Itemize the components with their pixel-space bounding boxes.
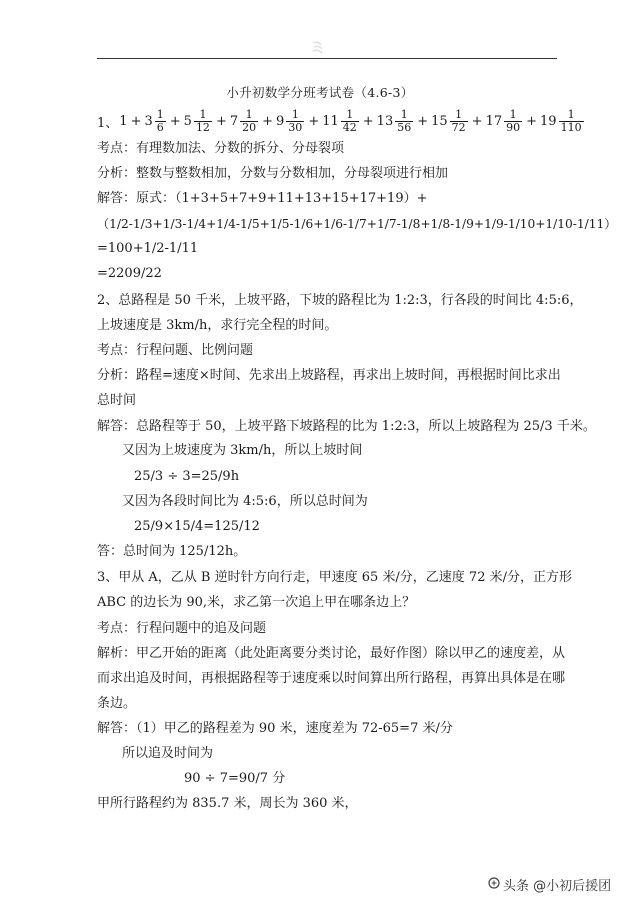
mixed-number-whole: 9 [276, 113, 285, 129]
q2-jieda-line5: 25/9×15/4=125/12 [134, 519, 260, 534]
mixed-number-whole: 3 [144, 113, 153, 129]
q3-jieda-line1: 解答：（1）甲乙的路程差为 90 米，速度差为 72-65=7 米/分 [97, 721, 453, 736]
fraction [286, 109, 304, 134]
fraction-numerator: 1 [199, 107, 207, 121]
plus-sign: + [215, 113, 227, 129]
q2-fenxi-line1: 分析：路程=速度×时间、先求出上坡路程，再求出上坡时间，再根据时间比求出 [97, 368, 561, 383]
page-title: 小升初数学分班考试卷（4.6-3） [226, 85, 414, 100]
mixed-number-whole: 17 [485, 113, 503, 129]
fraction-numerator: 1 [400, 107, 408, 121]
q3-kaodian: 考点：行程问题中的追及问题 [97, 621, 267, 636]
q2-jieda-line2: 又因为上坡速度为 3km/h，所以上坡时间 [122, 443, 363, 458]
q1-number: 1、 [97, 115, 119, 131]
mixed-number-whole: 5 [183, 113, 192, 129]
plus-sign: + [308, 113, 320, 129]
fraction-denominator: 90 [506, 120, 521, 134]
fraction [240, 109, 258, 134]
fraction-denominator: 30 [288, 120, 303, 134]
q2-fenxi-line2: 总时间 [97, 393, 137, 408]
q2-answer: 答：总时间为 125/12h。 [97, 544, 247, 559]
q2-jieda-line1: 解答：总路程等于 50，上坡平路下坡路程的比为 1:2:3，所以上坡路程为 25/3 千米。 [97, 419, 596, 434]
plus-sign: + [417, 113, 429, 129]
q2-jieda-line4: 又因为各段时间比为 4:5:6，所以总时间为 [122, 494, 368, 509]
fraction [504, 109, 522, 134]
q2-kaodian: 考点：行程问题、比例问题 [97, 343, 254, 358]
q1-terms [129, 109, 586, 134]
mixed-number-whole: 7 [229, 113, 239, 129]
plus-sign: + [526, 113, 538, 129]
q2-line2: 上坡速度是 3km/h，求行完全程的时间。 [97, 318, 338, 333]
q1-fenxi: 分析：整数与整数相加，分数与分数相加，分母裂项进行相加 [97, 166, 449, 181]
fraction [559, 109, 584, 134]
fraction-numerator: 1 [455, 107, 463, 121]
toutiao-logo-icon [488, 877, 500, 893]
fraction-denominator: 12 [195, 120, 210, 134]
header-rule [97, 58, 557, 59]
q1-expression [97, 104, 586, 138]
q1-jieda-line4: =2209/22 [97, 266, 162, 281]
q1-kaodian: 考点：有理数加法、分数的拆分、分母裂项 [97, 141, 345, 156]
plus-sign: + [362, 113, 374, 129]
q3-jiexi-line1: 解析：甲乙开始的距离（此处距离要分类讨论，最好作图）除以甲乙的速度差，从 [97, 646, 566, 661]
fraction-denominator: 20 [242, 120, 257, 134]
mixed-number-whole: 13 [376, 113, 394, 129]
fraction [155, 109, 166, 134]
q3-jiexi-line3: 条边。 [97, 696, 137, 711]
q3-line1: 3、甲从 A，乙从 B 逆时针方向行走，甲速度 65 米/分，乙速度 72 米/分，正方形 [97, 570, 572, 585]
fraction-denominator: 110 [560, 120, 582, 134]
fraction [194, 109, 212, 134]
watermark-mark [310, 40, 326, 60]
fraction-numerator: 1 [245, 107, 253, 121]
fraction [450, 109, 468, 134]
q3-jieda-line4: 甲所行路程约为 835.7 米，周长为 360 米， [97, 796, 358, 811]
fraction-numerator: 1 [291, 107, 299, 121]
plus-sign: + [169, 113, 181, 129]
fraction-numerator: 1 [346, 107, 354, 121]
q1-jieda-line3: =100+1/2-1/11 [97, 241, 199, 256]
source-watermark-text: 头条 @小初后援团 [503, 879, 612, 894]
q3-jieda-line2: 所以追及时间为 [122, 746, 214, 761]
plus-sign: + [130, 113, 142, 129]
mixed-number-whole: 19 [540, 113, 557, 129]
fraction-denominator: 56 [397, 120, 412, 134]
fraction-denominator: 42 [342, 120, 357, 134]
plus-sign: + [471, 113, 483, 129]
fraction-denominator: 6 [156, 120, 164, 134]
fraction-numerator: 1 [509, 107, 517, 121]
plus-sign: + [262, 113, 274, 129]
mixed-number-whole: 15 [431, 113, 448, 129]
watermark-icon [310, 40, 326, 56]
fraction-denominator: 72 [451, 120, 466, 134]
q1-first-term: 1 [119, 113, 128, 129]
fraction-numerator: 1 [156, 107, 164, 121]
q1-jieda-line2: （1/2-1/3+1/3-1/4+1/4-1/5+1/5-1/6+1/6-1/7+1/7-1/8+1/8-1/9+1/9-1/10+1/10-1/11） [97, 217, 617, 231]
q3-line2: ABC 的边长为 90,米，求乙第一次追上甲在哪条边上？ [97, 595, 416, 610]
q3-jiexi-line2: 而求出追及时间，再根据路程等于速度乘以时间算出所行路程，再算出具体是在哪 [97, 671, 566, 686]
fraction-numerator: 1 [567, 107, 575, 121]
fraction [395, 109, 413, 134]
q2-jieda-line3: 25/3 ÷ 3=25/9h [134, 469, 240, 484]
source-watermark [488, 875, 611, 894]
mixed-number-whole: 11 [322, 113, 339, 129]
q3-jieda-line3: 90 ÷ 7=90/7 分 [184, 771, 286, 786]
q2-line1: 2、总路程是 50 千米，上坡平路，下坡的路程比为 1:2:3，行各段的时间比 4:5:6， [97, 293, 583, 308]
fraction [341, 109, 359, 134]
q1-jieda-line1: 解答：原式：（1+3+5+7+9+11+13+15+17+19）+ [97, 191, 428, 206]
